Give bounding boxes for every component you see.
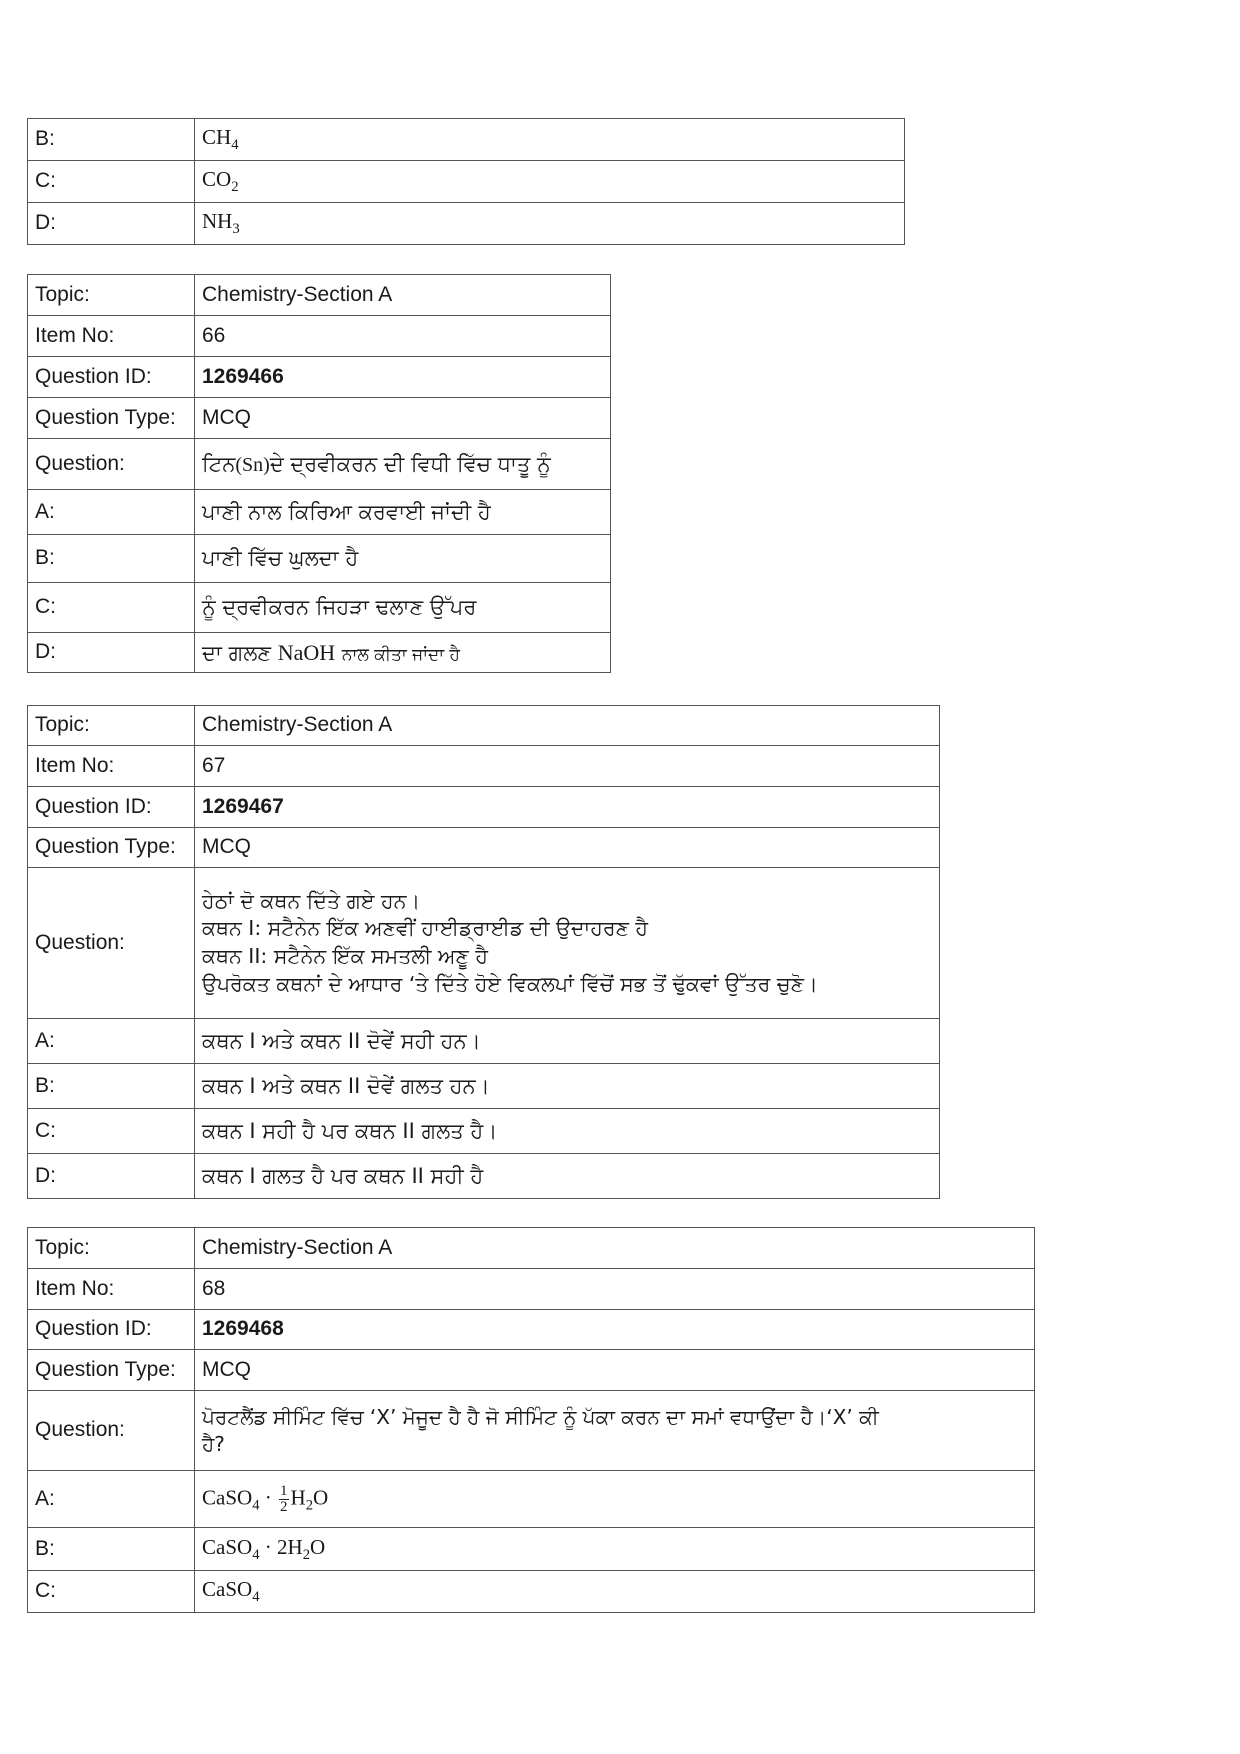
option-text: ਪਾਣੀ ਨਾਲ ਕਿਰਿਆ ਕਰਵਾਈ ਜਾਂਦੀ ਹੈ <box>195 490 611 535</box>
option-label: B: <box>28 119 195 161</box>
option-label: C: <box>28 583 195 633</box>
question-type-value: MCQ <box>195 1350 1035 1391</box>
question-row <box>28 868 940 1019</box>
option-row-b <box>28 1528 1035 1571</box>
question-label: Question: <box>28 1391 195 1471</box>
question-id-value: 1269468 <box>195 1310 1035 1350</box>
question-id-label: Question ID: <box>28 357 195 398</box>
option-text: ਕਥਨ I ਸਹੀ ਹੈ ਪਰ ਕਥਨ II ਗਲਤ ਹੈ। <box>195 1109 940 1154</box>
question-id-value: 1269466 <box>195 357 611 398</box>
option-label: A: <box>28 490 195 535</box>
question-text <box>195 868 940 1019</box>
option-label: A: <box>28 1019 195 1064</box>
item-row <box>28 316 611 357</box>
question-label: Question: <box>28 439 195 490</box>
question-line: ਕਥਨ II: ਸਟੈਨੇਨ ਇੱਕ ਸਮਤਲੀ ਅਣੂ ਹੈ <box>202 944 488 968</box>
option-row-d <box>28 1154 940 1199</box>
question-line: ਉਪਰੋਕਤ ਕਥਨਾਂ ਦੇ ਆਧਾਰ ‘ਤੇ ਦਿੱਤੇ ਹੋਏ ਵਿਕਲਪਾਂ ਵਿੱਚੋਂ ਸਭ ਤੋਂ ਢੁੱਕਵਾਂ ਉੱਤਰ ਚੁਣੋ। <box>202 971 818 996</box>
option-value: $NH_3$ <box>195 203 905 245</box>
question-type-value: MCQ <box>195 398 611 439</box>
topic-row <box>28 706 940 746</box>
question-type-row <box>28 398 611 439</box>
item-label: Item No: <box>28 1269 195 1310</box>
question-id-label: Question ID: <box>28 1310 195 1350</box>
option-label: C: <box>28 1571 195 1613</box>
item-label: Item No: <box>28 316 195 357</box>
option-label: D: <box>28 1154 195 1199</box>
item-value: 68 <box>195 1269 1035 1310</box>
option-row-a <box>28 1019 940 1064</box>
question-type-row <box>28 828 940 868</box>
topic-value: Chemistry-Section A <box>195 706 940 746</box>
option-text: ਕਥਨ I ਅਤੇ ਕਥਨ II ਦੋਵੇਂ ਸਹੀ ਹਨ। <box>195 1019 940 1064</box>
option-text: ਕਥਨ I ਗਲਤ ਹੈ ਪਰ ਕਥਨ II ਸਹੀ ਹੈ <box>195 1154 940 1199</box>
question-67-table <box>27 705 940 1199</box>
question-line: ਹੇਠਾਂ ਦੋ ਕਥਨ ਦਿੱਤੇ ਗਏ ਹਨ। <box>202 888 421 913</box>
topic-value: Chemistry-Section A <box>195 275 611 316</box>
option-formula: CaSO$_4$ <box>195 1571 1035 1613</box>
question-row <box>28 439 611 490</box>
item-label: Item No: <box>28 746 195 787</box>
item-row <box>28 1269 1035 1310</box>
option-row-a <box>28 1471 1035 1528</box>
option-formula: CaSO$_4$ · $\frac{1}{2}$ $H_2O$ <box>195 1471 1035 1528</box>
option-label: C: <box>28 1109 195 1154</box>
option-row-b <box>28 1064 940 1109</box>
option-row-c <box>28 1571 1035 1613</box>
question-line: ਹੈ? <box>202 1431 225 1456</box>
question-id-row <box>28 357 611 398</box>
topic-value: Chemistry-Section A <box>195 1228 1035 1269</box>
option-value: $CO_2$ <box>195 161 905 203</box>
question-line: ਪੋਰਟਲੈਂਡ ਸੀਮਿੰਟ ਵਿੱਚ ‘X’ ਮੋਜੂਦ ਹੈ ਹੈ ਜੋ ਸੀਮਿੰਟ ਨੂੰ ਪੱਕਾ ਕਰਨ ਦਾ ਸਮਾਂ ਵਧਾਉਂਦਾ ਹੈ।‘X’ ਕੀ <box>202 1404 879 1429</box>
prev-question-options <box>27 118 905 245</box>
option-row-d <box>28 203 905 245</box>
option-label: B: <box>28 1064 195 1109</box>
option-row-b <box>28 535 611 583</box>
topic-label: Topic: <box>28 275 195 316</box>
question-type-row <box>28 1350 1035 1391</box>
option-label: D: <box>28 633 195 673</box>
option-label: A: <box>28 1471 195 1528</box>
option-label: B: <box>28 535 195 583</box>
topic-label: Topic: <box>28 1228 195 1269</box>
question-id-label: Question ID: <box>28 787 195 828</box>
option-text: ਦਾ ਗਲਣ NaOH ਨਾਲ ਕੀਤਾ ਜਾਂਦਾ ਹੈ <box>195 633 611 673</box>
option-row-c <box>28 583 611 633</box>
option-formula: CaSO$_4$ · $2H_2O$ <box>195 1528 1035 1571</box>
option-label: D: <box>28 203 195 245</box>
question-type-value: MCQ <box>195 828 940 868</box>
half-fraction: $\frac{1}{2}$ <box>280 1482 288 1515</box>
question-row <box>28 1391 1035 1471</box>
option-label: C: <box>28 161 195 203</box>
question-type-label: Question Type: <box>28 398 195 439</box>
topic-label: Topic: <box>28 706 195 746</box>
topic-row <box>28 275 611 316</box>
option-text: ਕਥਨ I ਅਤੇ ਕਥਨ II ਦੋਵੇਂ ਗਲਤ ਹਨ। <box>195 1064 940 1109</box>
topic-row <box>28 1228 1035 1269</box>
option-row-c <box>28 1109 940 1154</box>
question-68-table <box>27 1227 1035 1613</box>
item-row <box>28 746 940 787</box>
item-value: 66 <box>195 316 611 357</box>
option-row-d <box>28 633 611 673</box>
question-id-value: 1269467 <box>195 787 940 828</box>
option-text: ਨੂੰ ਦ੍ਰਵੀਕਰਨ ਜਿਹੜਾ ਢਲਾਣ ਉੱਪਰ <box>195 583 611 633</box>
question-label: Question: <box>28 868 195 1019</box>
option-row-b <box>28 119 905 161</box>
question-line: ਕਥਨ I: ਸਟੈਨੇਨ ਇੱਕ ਅਣਵੀਂ ਹਾਈਡ੍ਰਾਈਡ ਦੀ ਉਦਾਹਰਣ ਹੈ <box>202 916 649 941</box>
question-text: ਟਿਨ(Sn)ਦੇ ਦ੍ਰਵੀਕਰਨ ਦੀ ਵਿਧੀ ਵਿੱਚ ਧਾਤੂ ਨੂੰ <box>195 439 611 490</box>
question-id-row <box>28 787 940 828</box>
question-type-label: Question Type: <box>28 1350 195 1391</box>
option-row-c <box>28 161 905 203</box>
option-row-a <box>28 490 611 535</box>
question-id-row <box>28 1310 1035 1350</box>
option-label: B: <box>28 1528 195 1571</box>
item-value: 67 <box>195 746 940 787</box>
option-value: $CH_4$ <box>195 119 905 161</box>
question-66-table <box>27 274 611 673</box>
option-text: ਪਾਣੀ ਵਿੱਚ ਘੁਲਦਾ ਹੈ <box>195 535 611 583</box>
question-text <box>195 1391 1035 1471</box>
question-type-label: Question Type: <box>28 828 195 868</box>
